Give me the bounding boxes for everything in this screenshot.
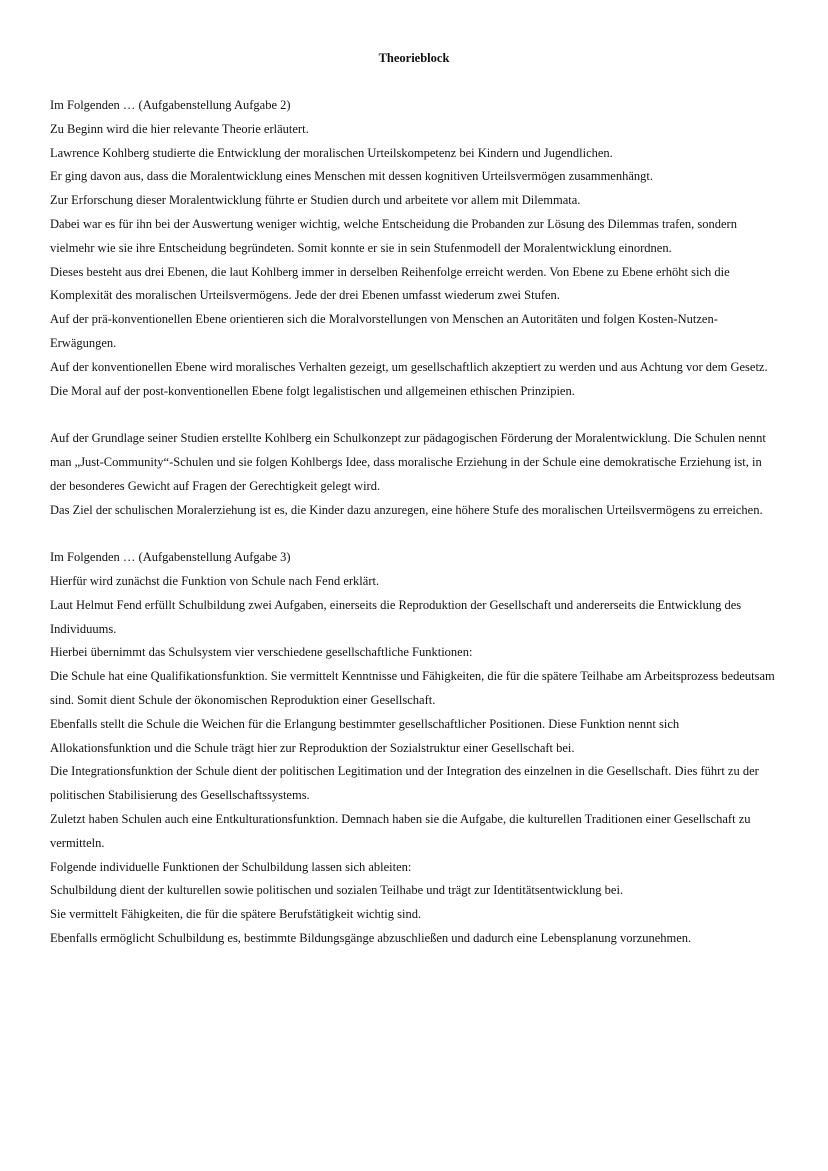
paragraph: Sie vermittelt Fähigkeiten, die für die spätere Berufstätigkeit wichtig sind. [50, 907, 422, 922]
paragraph: Auf der prä-konventionellen Ebene orientieren sich die Moralvorstellungen von Menschen an Autoritäten und folgen Kosten-Nutzen-Erwägungen. [50, 312, 718, 350]
paragraph: Ebenfalls stellt die Schule die Weichen für die Erlangung bestimmter gesellschaftlicher Positionen. Diese Funktion nennt sich Allokationsfunktion und die Schule trägt hier zur Reproduktion der Sozialstruktur einer Gesellschaft bei. [50, 716, 680, 755]
document-body [50, 94, 780, 951]
paragraph: Das Ziel der schulischen Moralerziehung ist es, die Kinder dazu anzuregen, eine höhere Stufe des moralischen Urteilsvermögens zu erreichen. [50, 502, 763, 517]
section-heading-aufgabe-2: Im Folgenden … (Aufgabenstellung Aufgabe 2) [50, 98, 291, 112]
paragraph: Zuletzt haben Schulen auch eine Entkulturationsfunktion. Demnach haben sie die Aufgabe, die kulturellen Traditionen einer Gesellschaft zu vermitteln. [50, 811, 751, 850]
paragraph: Zu Beginn wird die hier relevante Theorie erläutert. [50, 121, 309, 136]
paragraph: Dabei war es für ihn bei der Auswertung weniger wichtig, welche Entscheidung die Probanden zur Lösung des Dilemmas trafen, sondern vielmehr wie sie ihre Entscheidung begründeten. Somit konnte er sie in sein Stufenmodell der Moralentwicklung einordnen. [50, 216, 737, 255]
paragraph-gap [50, 403, 780, 427]
paragraph: Zur Erforschung dieser Moralentwicklung führte er Studien durch und arbeitete vor allem mit Dilemmata. [50, 193, 581, 208]
paragraph: Hierfür wird zunächst die Funktion von Schule nach Fend erklärt. [50, 573, 380, 588]
paragraph: Die Schule hat eine Qualifikationsfunktion. Sie vermittelt Kenntnisse und Fähigkeiten, die für die spätere Teilhabe am Arbeitsprozess bedeutsam sind. Somit dient Schule der ökonomischen Reproduktion einer Gesellschaft. [50, 669, 775, 707]
paragraph: Ebenfalls ermöglicht Schulbildung es, bestimmte Bildungsgänge abzuschließen und dadurch eine Lebensplanung vorzunehmen. [50, 930, 692, 945]
section-heading-aufgabe-3: Im Folgenden … (Aufgabenstellung Aufgabe 3) [50, 550, 291, 565]
paragraph: Folgende individuelle Funktionen der Schulbildung lassen sich ableiten: [50, 859, 412, 874]
paragraph: Auf der konventionellen Ebene wird moralisches Verhalten gezeigt, um gesellschaftlich akzeptiert zu werden und aus Achtung vor dem Gesetz. [50, 359, 768, 374]
paragraph: Laut Helmut Fend erfüllt Schulbildung zwei Aufgaben, einerseits die Reproduktion der Gesellschaft und andererseits die Entwicklung des Individuums. [50, 597, 742, 636]
document-title: Theorieblock [378, 51, 450, 65]
paragraph: Er ging davon aus, dass die Moralentwicklung eines Menschen mit dessen kognitiven Urteilsvermögen zusammenhängt. [50, 169, 653, 184]
paragraph: Die Moral auf der post-konventionellen Ebene folgt legalistischen und allgemeinen ethischen Prinzipien. [50, 383, 575, 398]
paragraph: Auf der Grundlage seiner Studien erstellte Kohlberg ein Schulkonzept zur pädagogischen Förderung der Moralentwicklung. Die Schulen nennt man „Just-Community“-Schulen und sie folgen Kohlbergs Idee, dass moralische Erziehung in der Schule eine demokratische Erziehung ist, in der besonderes Gewicht auf Fragen der Gerechtigkeit gelegt wird. [50, 431, 766, 493]
paragraph: Schulbildung dient der kulturellen sowie politischen und sozialen Teilhabe und trägt zur Identitätsentwicklung bei. [50, 883, 624, 898]
paragraph: Dieses besteht aus drei Ebenen, die laut Kohlberg immer in derselben Reihenfolge erreicht werden. Von Ebene zu Ebene erhöht sich die Komplexität des moralischen Urteilsvermögens. Jede der drei Ebenen umfasst wiederum zwei Stufen. [50, 264, 730, 303]
paragraph-gap [50, 522, 780, 546]
paragraph: Hierbei übernimmt das Schulsystem vier verschiedene gesellschaftliche Funktionen: [50, 645, 473, 660]
paragraph: Die Integrationsfunktion der Schule dient der politischen Legitimation und der Integration des einzelnen in die Gesellschaft. Dies führt zu der politischen Stabilisierung des Gesellschaftssystems. [50, 764, 759, 803]
paragraph: Lawrence Kohlberg studierte die Entwicklung der moralischen Urteilskompetenz bei Kindern und Jugendlichen. [50, 145, 613, 160]
